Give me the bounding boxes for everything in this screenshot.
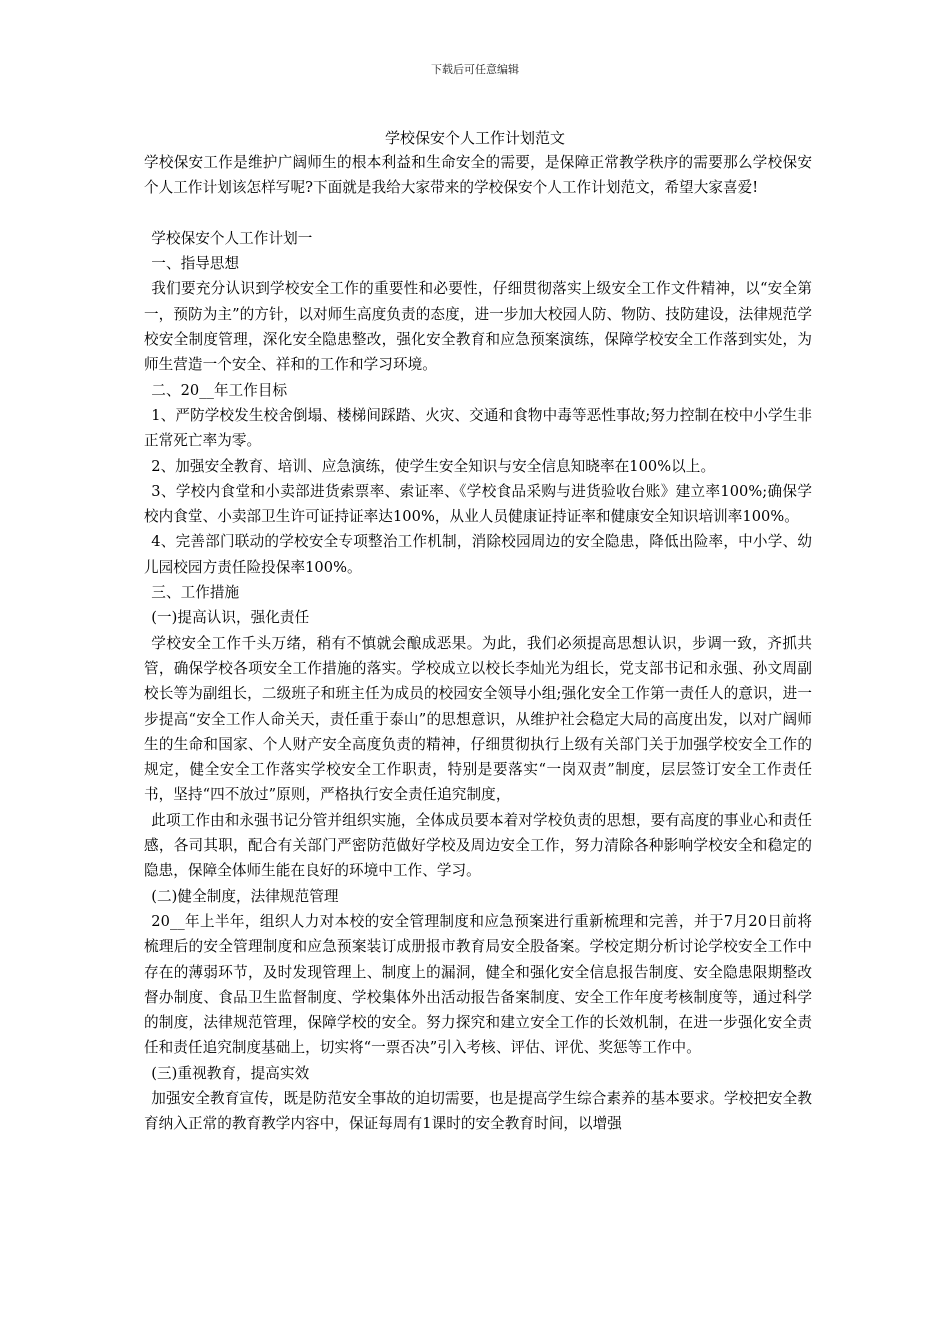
blank-line xyxy=(144,201,812,226)
paragraph: 二、20__年工作目标 xyxy=(151,381,288,399)
paragraph: 我们要充分认识到学校安全工作的重要性和必要性，仔细贯彻落实上级安全工作文件精神，以“安全第一，预防为主”的方针，以对师生高度负责的态度，进一步加大校园人防、物防、技防建设，法律规范学校安全制度管理，深化安全隐患整改，强化安全教育和应急预案演练，保障学校安全工作落到实处，为师生营造一个安全、祥和的工作和学习环境。 xyxy=(144,280,812,374)
paragraph: 2、加强安全教育、培训、应急演练，使学生安全知识与安全信息知晓率在100%以上。 xyxy=(151,457,716,475)
paragraph: (一)提高认识，强化责任 xyxy=(151,609,310,627)
paragraph: (二)健全制度，法律规范管理 xyxy=(151,887,339,905)
paragraph: 4、完善部门联动的学校安全专项整治工作机制，消除校园周边的安全隐患，降低出险率，中小学、幼儿园校园方责任险投保率100%。 xyxy=(144,533,812,576)
paragraph: 3、学校内食堂和小卖部进货索票率、索证率、《学校食品采购与进货验收台账》建立率100%;确保学校内食堂、小卖部卫生许可证持证率达100%，从业人员健康证持证率和健康安全知识培训率100%。 xyxy=(144,482,812,526)
paragraph: 学校安全工作千头万绪，稍有不慎就会酿成恶果。为此，我们必须提高思想认识，步调一致，齐抓共管，确保学校各项安全工作措施的落实。学校成立以校长李灿光为组长，党支部书记和永强、孙文周副校长等为副组长，二级班子和班主任为成员的校园安全领导小组;强化安全工作第一责任人的意识，进一步提高“安全工作人命关天，责任重于泰山”的思想意识，从维护社会稳定大局的高度出发，以对广阔师生的生命和国家、个人财产安全高度负责的精神，仔细贯彻执行上级有关部门关于加强学校安全工作的规定，健全安全工作落实学校安全工作职责，特别是要落实“一岗双责”制度，层层签订安全工作责任书，坚持“四不放过”原则，严格执行安全责任追究制度， xyxy=(144,634,812,804)
paragraph: 三、工作措施 xyxy=(151,584,240,602)
paragraph: 20__年上半年，组织人力对本校的安全管理制度和应急预案进行重新梳理和完善，并于7月20日前将梳理后的安全管理制度和应急预案装订成册报市教育局安全股备案。学校定期分析讨论学校安全工作中存在的薄弱环节，及时发现管理上、制度上的漏洞，健全和强化安全信息报告制度、安全隐患限期整改督办制度、食品卫生监督制度、学校集体外出活动报告备案制度、安全工作年度考核制度等，通过科学的制度，法律规范管理，保障学校的安全。努力探究和建立安全工作的长效机制，在进一步强化安全责任和责任追究制度基础上，切实将“一票否决”引入考核、评估、评优、奖惩等工作中。 xyxy=(144,912,812,1057)
paragraph: 学校保安工作是维护广阔师生的根本利益和生命安全的需要，是保障正常教学秩序的需要那么学校保安个人工作计划该怎样写呢?下面就是我给大家带来的学校保安个人工作计划范文，希望大家喜爱! xyxy=(144,154,812,197)
paragraph: 加强安全教育宣传，既是防范安全事故的迫切需要，也是提高学生综合素养的基本要求。学校把安全教育纳入正常的教育教学内容中，保证每周有1课时的安全教育时间，以增强 xyxy=(144,1089,812,1133)
document-body xyxy=(144,150,812,1137)
document-title: 学校保安个人工作计划范文 xyxy=(384,129,565,147)
paragraph: 此项工作由和永强书记分管并组织实施，全体成员要本着对学校负责的思想，要有高度的事业心和责任感，各司其职，配合有关部门严密防范做好学校及周边安全工作，努力清除各种影响学校安全和稳定的隐患，保障全体师生能在良好的环境中工作、学习。 xyxy=(144,811,812,880)
page-header: 下载后可任意编辑 xyxy=(431,63,519,76)
paragraph: (三)重视教育，提高实效 xyxy=(151,1064,310,1082)
paragraph: 1、严防学校发生校舍倒塌、楼梯间踩踏、火灾、交通和食物中毒等恶性事故;努力控制在校中小学生非正常死亡率为零。 xyxy=(144,406,812,450)
paragraph: 一、指导思想 xyxy=(151,255,240,273)
paragraph: 学校保安个人工作计划一 xyxy=(151,229,313,247)
